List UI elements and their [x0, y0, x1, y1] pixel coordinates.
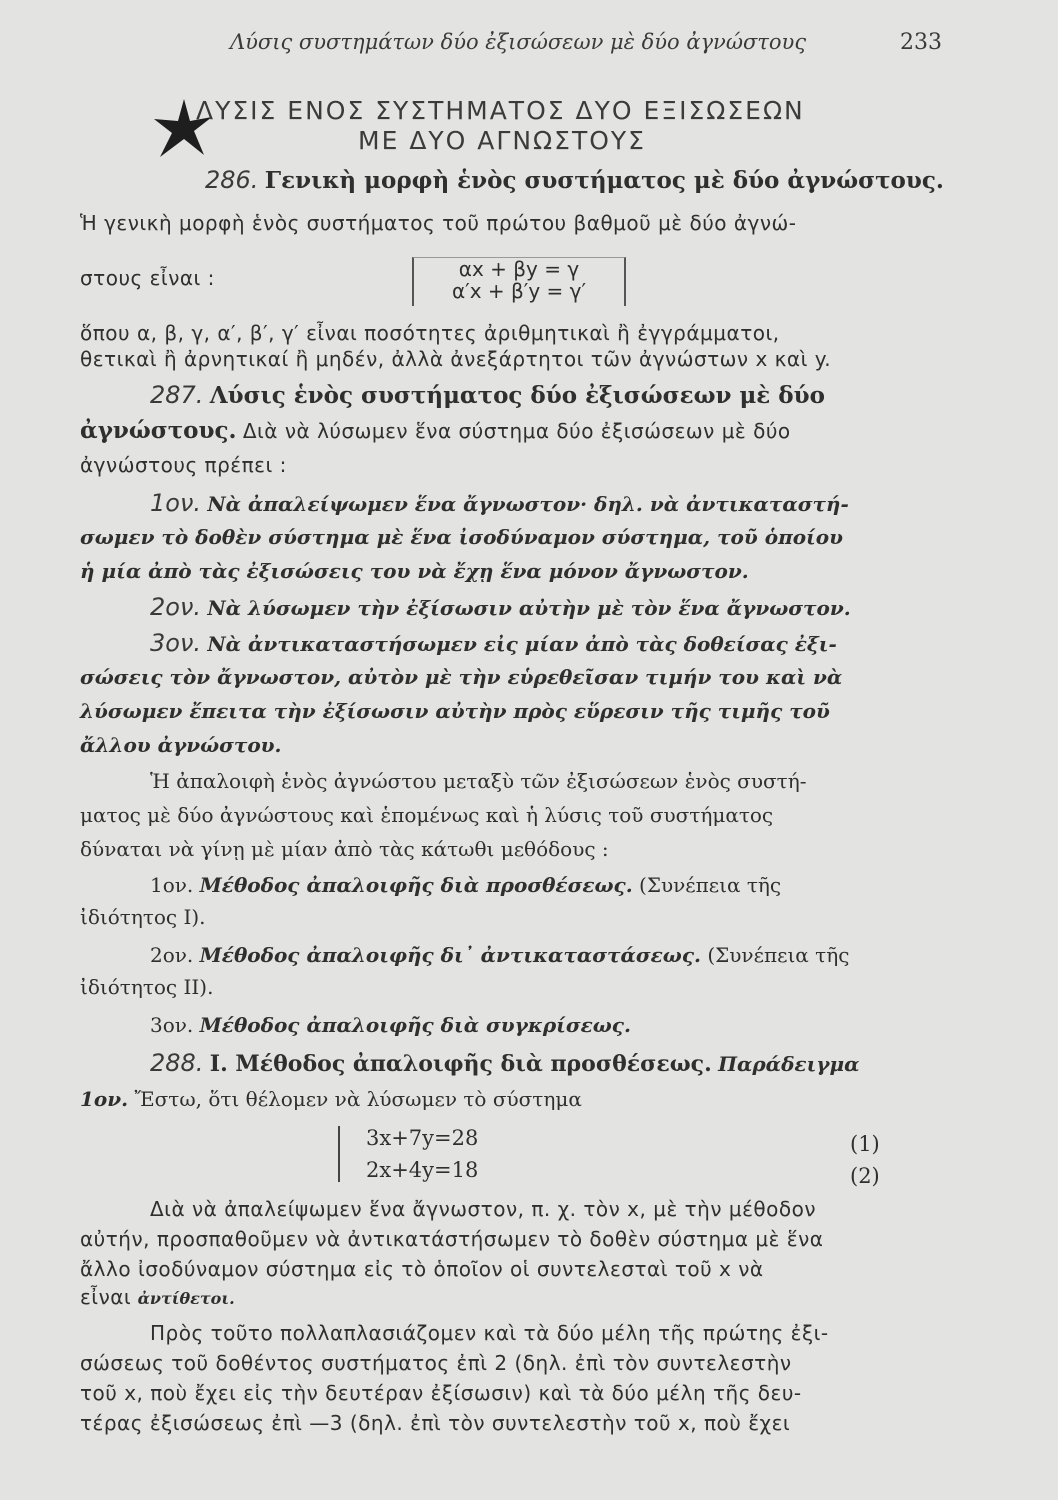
text-line: Ἡ ἀπαλοιφὴ ἑνὸς ἀγνώστου μεταξὺ τῶν ἐξισώσεων ἑνὸς συστή- [150, 769, 807, 793]
text-line: τοῦ x, ποὺ ἔχει εἰς τὴν δευτέραν ἐξίσωσιν) καὶ τὰ δύο μέλη τῆς δευ- [80, 1381, 802, 1405]
text-line: στους εἶναι : [80, 266, 215, 290]
method-note: (Συνέπεια τῆς [639, 873, 782, 897]
text-line: ἄλλο ἰσοδύναμον σύστημα εἰς τὸ ὁποῖον οἱ συντελεσταὶ τοῦ x νὰ [80, 1257, 764, 1281]
method-2 [150, 942, 849, 968]
step-text: Νὰ ἀπαλείψωμεν ἕνα ἄγνωστον· δηλ. νὰ ἀντικαταστή- [207, 492, 849, 516]
example-label: Παράδειγμα [718, 1052, 860, 1076]
text-line: ἰδιότητος ΙΙ). [80, 975, 214, 999]
text-line: τέρας ἐξισώσεως ἐπὶ —3 (δηλ. ἐπὶ τὸν συντελεστὴν τοῦ x, ποὺ ἔχει [80, 1411, 791, 1435]
step-number: 1ον. [150, 489, 201, 517]
text-line: Ἡ γενικὴ μορφὴ ἑνὸς συστήματος τοῦ πρώτου βαθμοῦ μὲ δύο ἀγνώ- [80, 211, 797, 235]
section-title-line2: ΜΕ ΔΥΟ ΑΓΝΩΣΤΟΥΣ [358, 126, 646, 155]
text-line: σώσεως τοῦ δοθέντος συστήματος ἐπὶ 2 (δηλ. ἐπὶ τὸν συντελεστὴν [80, 1351, 792, 1375]
method-number: 3ον. [150, 1013, 194, 1037]
text-line: αὐτήν, προσπαθοῦμεν νὰ ἀντικατάστήσωμεν τὸ δοθὲν σύστημα μὲ ἕνα [80, 1227, 824, 1251]
example-number: 1ον. [80, 1087, 129, 1111]
heading-text: Λύσις ἑνὸς συστήματος δύο ἐξισώσεων μὲ δύο [209, 382, 825, 409]
paragraph-288-heading [150, 1050, 859, 1077]
method-name: Μέθοδος ἀπαλοιφῆς διὰ προσθέσεως. [199, 873, 633, 897]
step-text: Νὰ ἀντικαταστήσωμεν εἰς μίαν ἀπὸ τὰς δοθείσας ἐξι- [207, 632, 837, 656]
paragraph-number: 287. [150, 381, 204, 409]
text-line [80, 1284, 235, 1312]
heading-text: Γενικὴ μορφὴ ἑνὸς συστήματος μὲ δύο ἀγνώστους. [264, 167, 944, 194]
text-span: εἶναι [80, 1285, 132, 1309]
text-span: Ἔστω, ὅτι θέλομεν νὰ λύσωμεν τὸ σύστημα [134, 1087, 582, 1111]
text-line: λύσωμεν ἔπειτα τὴν ἐξίσωσιν αὐτὴν πρὸς εὕρεσιν τῆς τιμῆς τοῦ [80, 699, 830, 723]
text-line: ἄλλου ἀγνώστου. [80, 733, 282, 757]
text-line: ὅπου α, β, γ, α′, β′, γ′ εἶναι ποσότητες ἀριθμητικαὶ ἢ ἐγγράμματοι, [80, 321, 780, 345]
page-number: 233 [900, 30, 942, 55]
system-equation-2: 2x+4y=18 [366, 1158, 479, 1182]
general-equation-2: α′x + β′y = γ′ [451, 279, 587, 303]
heading-text: ἀγνώστους. [80, 417, 237, 444]
text-line: θετικαὶ ἢ ἀρνητικαί ἢ μηδέν, ἀλλὰ ἀνεξάρτητοι τῶν ἀγνώστων x καὶ y. [80, 347, 832, 371]
text-line: σώσεις τὸν ἄγνωστον, αὐτὸν μὲ τὴν εὑρεθεῖσαν τιμήν του καὶ νὰ [80, 665, 843, 689]
heading-text: Ι. Μέθοδος ἀπαλοιφῆς διὰ προσθέσεως. [209, 1051, 712, 1077]
equation-label-2: (2) [850, 1164, 880, 1188]
text-line: Πρὸς τοῦτο πολλαπλασιάζομεν καὶ τὰ δύο μέλη τῆς πρώτης ἐξι- [150, 1321, 829, 1345]
text-line: δύναται νὰ γίνῃ μὲ μίαν ἀπὸ τὰς κάτωθι μεθόδους : [80, 837, 609, 861]
text-line: ἡ μία ἀπὸ τὰς ἐξισώσεις του νὰ ἔχῃ ἕνα μόνον ἄγνωστον. [80, 559, 749, 583]
step-text: Νὰ λύσωμεν τὴν ἐξίσωσιν αὐτὴν μὲ τὸν ἕνα ἄγνωστον. [207, 596, 851, 620]
step-1 [150, 490, 849, 517]
general-system-box [412, 257, 626, 306]
paragraph-number: 286. [205, 166, 259, 194]
text-line: Διὰ νὰ ἀπαλείψωμεν ἕνα ἄγνωστον, π. χ. τὸν x, μὲ τὴν μέθοδον [150, 1197, 817, 1221]
text-line: ματος μὲ δύο ἀγνώστους καὶ ἑπομένως καὶ ἡ λύσις τοῦ συστήματος [80, 803, 774, 827]
system-brace [338, 1126, 348, 1182]
paragraph-number: 288. [150, 1049, 204, 1077]
text-line: ἀγνώστους πρέπει : [80, 453, 287, 477]
step-3 [150, 630, 837, 657]
method-note: (Συνέπεια τῆς [707, 943, 850, 967]
method-number: 2ον. [150, 943, 194, 967]
method-number: 1ον. [150, 873, 194, 897]
step-number: 2ον. [150, 593, 201, 621]
text-line: σωμεν τὸ δοθὲν σύστημα μὲ ἕνα ἰσοδύναμον σύστημα, τοῦ ὁποίου [80, 525, 843, 549]
method-1 [150, 872, 781, 898]
running-header: Λύσις συστημάτων δύο ἐξισώσεων μὲ δύο ἀγνώστους [230, 30, 807, 54]
text-line [80, 418, 791, 444]
method-3 [150, 1012, 631, 1038]
equation-label-1: (1) [850, 1132, 880, 1156]
step-number: 3ον. [150, 629, 201, 657]
paragraph-286-heading [205, 167, 944, 194]
system-equation-1: 3x+7y=28 [366, 1126, 479, 1150]
text-line [80, 1086, 582, 1112]
section-title-line1: ΛΥΣΙΣ ΕΝΟΣ ΣΥΣΤΗΜΑΤΟΣ ΔΥΟ ΕΞΙΣΩΣΕΩΝ [196, 96, 805, 125]
method-name: Μέθοδος ἀπαλοιφῆς διὰ συγκρίσεως. [199, 1013, 631, 1037]
text-span: Διὰ νὰ λύσωμεν ἕνα σύστημα δύο ἐξισώσεων μὲ δύο [242, 419, 791, 443]
text-line: ἰδιότητος Ι). [80, 905, 206, 929]
emphasis: ἀντίθετοι. [137, 1289, 235, 1308]
general-equation-1: αx + βy = γ [458, 257, 580, 281]
paragraph-287-heading [150, 382, 825, 409]
method-name: Μέθοδος ἀπαλοιφῆς δι᾽ ἀντικαταστάσεως. [199, 943, 701, 967]
step-2 [150, 594, 851, 621]
